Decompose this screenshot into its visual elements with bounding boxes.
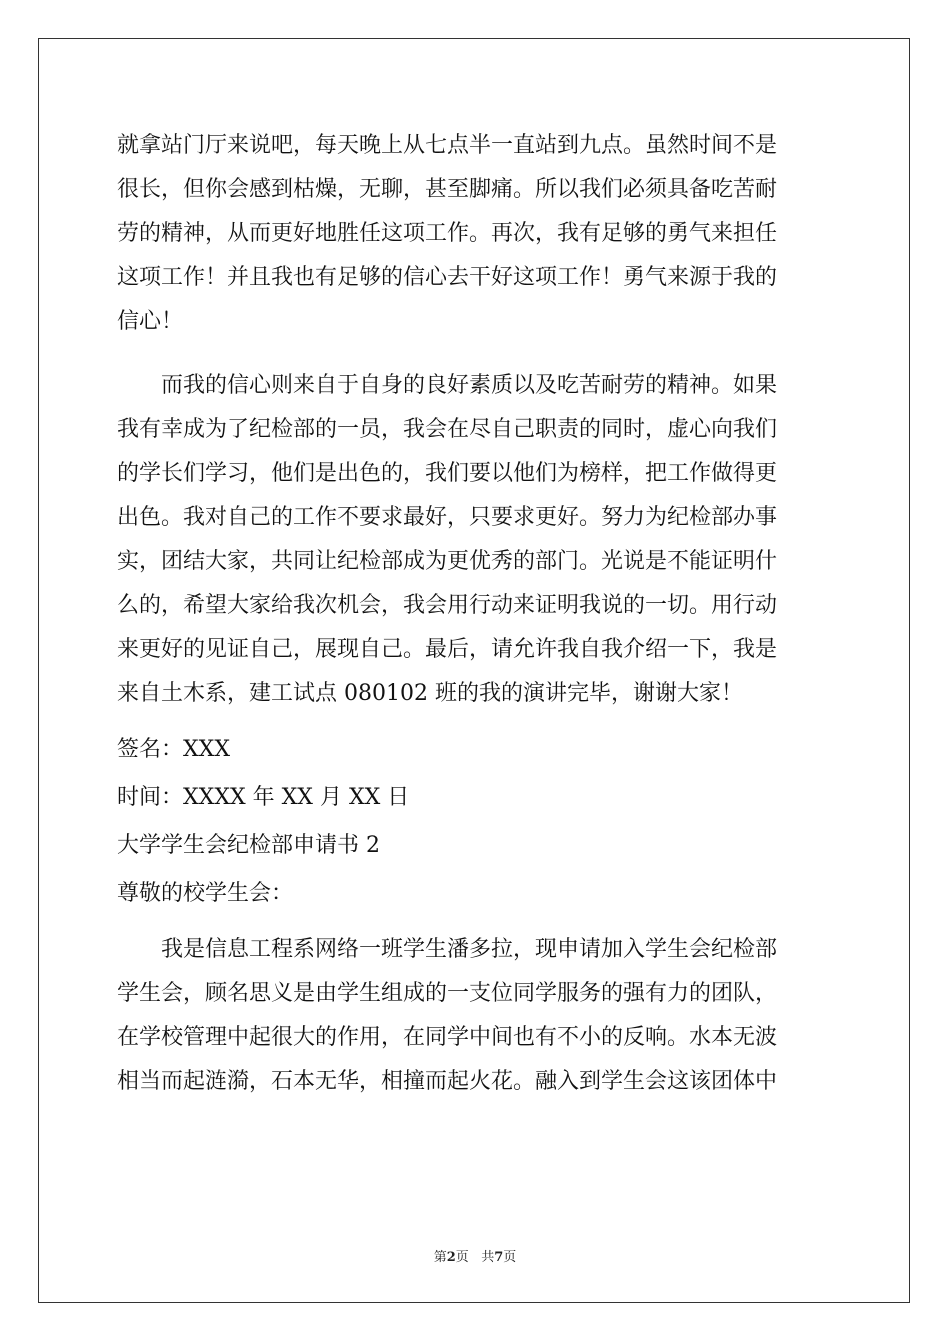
footer-suffix: 页 bbox=[503, 1250, 517, 1265]
text-line: 的学长们学习，他们是出色的，我们要以他们为榜样，把工作做得更 bbox=[117, 461, 778, 486]
total-page-number: 7 bbox=[494, 1250, 504, 1265]
signature-line: 签名：XXX bbox=[117, 737, 230, 762]
footer-mid: 页 共 bbox=[455, 1250, 495, 1265]
salutation: 尊敬的校学生会： bbox=[117, 881, 294, 906]
section-title: 大学学生会纪检部申请书 2 bbox=[117, 833, 380, 858]
text-line: 这项工作！并且我也有足够的信心去干好这项工作！勇气来源于我的 bbox=[117, 265, 778, 290]
text-line: 来自土木系，建工试点 080102 班的我的演讲完毕，谢谢大家！ bbox=[117, 681, 743, 706]
text-line: 我有幸成为了纪检部的一员，我会在尽自己职责的同时，虚心向我们 bbox=[117, 417, 778, 442]
text-line: 信心！ bbox=[117, 309, 184, 334]
date-line: 时间：XXXX 年 XX 月 XX 日 bbox=[117, 785, 410, 810]
footer-prefix: 第 bbox=[433, 1250, 447, 1265]
page-footer bbox=[0, 1246, 950, 1265]
text-line: 相当而起涟漪，石本无华，相撞而起火花。融入到学生会这该团体中 bbox=[117, 1069, 778, 1094]
text-line: 而我的信心则来自于自身的良好素质以及吃苦耐劳的精神。如果 bbox=[117, 373, 778, 398]
text-line: 劳的精神，从而更好地胜任这项工作。再次，我有足够的勇气来担任 bbox=[117, 221, 778, 246]
text-line: 么的，希望大家给我次机会，我会用行动来证明我说的一切。用行动 bbox=[117, 593, 778, 618]
text-line: 很长，但你会感到枯燥，无聊，甚至脚痛。所以我们必须具备吃苦耐 bbox=[117, 177, 778, 202]
text-line: 就拿站门厅来说吧，每天晚上从七点半一直站到九点。虽然时间不是 bbox=[117, 133, 778, 158]
text-line: 实，团结大家，共同让纪检部成为更优秀的部门。光说是不能证明什 bbox=[117, 549, 778, 574]
text-line: 我是信息工程系网络一班学生潘多拉，现申请加入学生会纪检部 bbox=[117, 937, 778, 962]
text-line: 来更好的见证自己，展现自己。最后，请允许我自我介绍一下，我是 bbox=[117, 637, 778, 662]
text-line: 在学校管理中起很大的作用，在同学中间也有不小的反响。水本无波 bbox=[117, 1025, 778, 1050]
text-line: 学生会，顾名思义是由学生组成的一支位同学服务的强有力的团队， bbox=[117, 981, 778, 1006]
current-page-number: 2 bbox=[446, 1250, 456, 1265]
text-line: 出色。我对自己的工作不要求最好，只要求更好。努力为纪检部办事 bbox=[117, 505, 778, 530]
